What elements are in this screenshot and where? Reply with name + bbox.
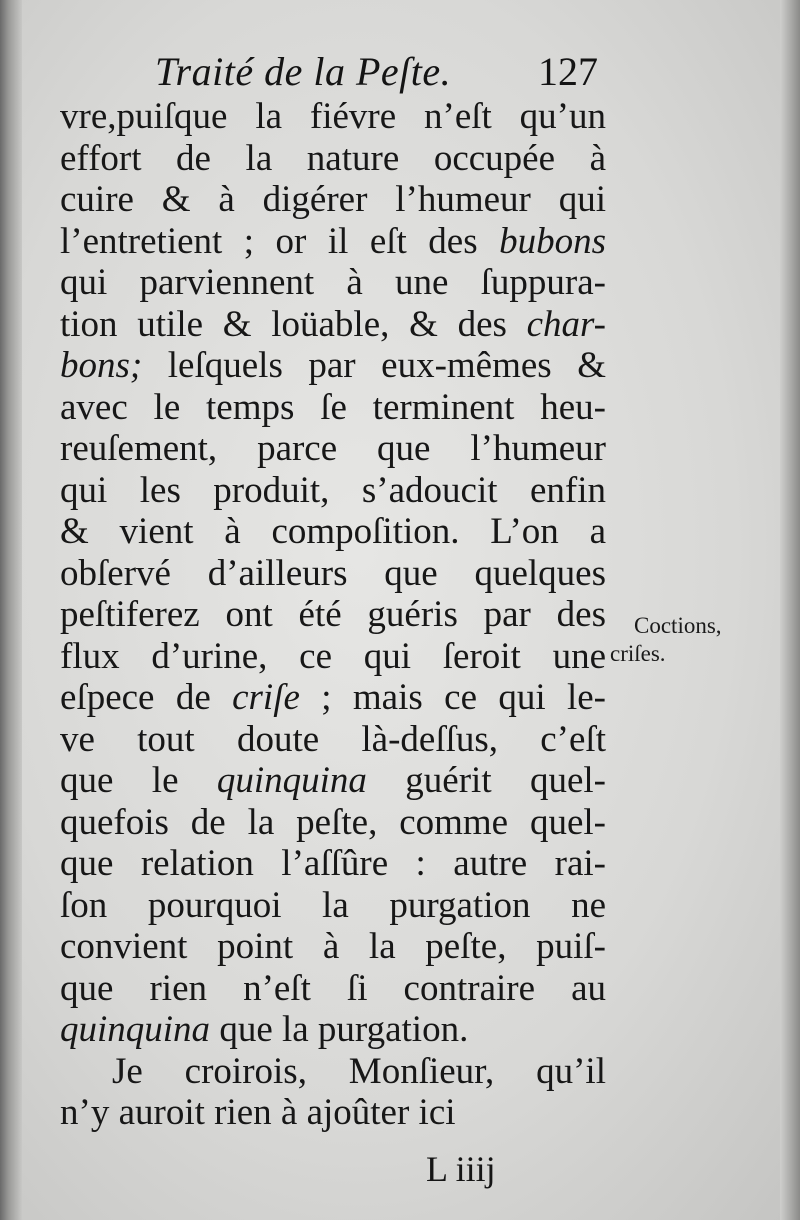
text-line: [60, 636, 606, 678]
running-title: Traité de la Peſte.: [155, 49, 452, 94]
body-text: [60, 96, 606, 1134]
text-line: [60, 387, 606, 429]
text-segment: que rien n’eſt ſi contraire au: [60, 967, 606, 1009]
text-segment: que le: [60, 760, 217, 801]
text-segment: qui les produit, s’adoucit enfin: [60, 469, 606, 511]
text-line: [60, 1051, 606, 1093]
text-line: [60, 802, 606, 844]
text-segment: obſervé d’ailleurs que quelques: [60, 552, 606, 594]
text-segment: quefois de la peſte, comme quel-: [60, 801, 606, 843]
italic-term: criſe: [232, 677, 300, 718]
text-line: [60, 138, 606, 180]
text-line: [60, 968, 606, 1010]
text-line: [60, 843, 606, 885]
text-line: [60, 677, 606, 719]
text-segment: tion utile & loüable, & des: [60, 303, 527, 345]
text-line: [60, 1009, 606, 1051]
text-segment: ve tout doute là-deſſus, c’eſt: [60, 718, 606, 760]
text-line: [60, 345, 606, 387]
text-line: [60, 470, 606, 512]
italic-term: bubons: [499, 220, 606, 262]
text-segment: cuire & à digérer l’humeur qui: [60, 179, 606, 220]
text-line: [60, 262, 606, 304]
italic-term: quinquina: [216, 760, 367, 801]
text-segment: peſtiferez ont été guéris par des: [60, 594, 606, 635]
text-segment: Je croirois, Monſieur, qu’il: [112, 1050, 606, 1092]
text-segment: ſon pourquoi la purgation ne: [60, 884, 606, 926]
text-segment: avec le temps ſe terminent heu-: [60, 386, 606, 428]
text-segment: que relation l’aſſûre : autre rai-: [60, 843, 606, 884]
page-header: [60, 48, 606, 98]
text-line: [60, 594, 606, 636]
text-segment: eſpece de: [60, 677, 233, 718]
text-segment: reuſement, parce que l’humeur: [60, 428, 606, 469]
text-line: [60, 428, 606, 470]
text-line: [60, 553, 606, 595]
margin-note: [610, 612, 780, 668]
text-line: [60, 96, 606, 138]
text-line: [60, 1092, 606, 1134]
text-line: [60, 926, 606, 968]
text-segment: & vient à compoſition. L’on a: [60, 511, 606, 552]
italic-term: bons;: [60, 345, 143, 386]
text-line: [60, 511, 606, 553]
text-segment: l’entretient ; or il eſt des: [60, 220, 500, 262]
margin-note-line: Coctions,: [634, 613, 722, 638]
italic-term: char-: [526, 303, 606, 345]
italic-term: quinquina: [60, 1009, 211, 1050]
text-segment: convient point à la peſte, puiſ-: [60, 926, 606, 967]
text-line: [60, 221, 606, 263]
margin-note-line: criſes.: [610, 641, 666, 666]
text-segment: que la purgation.: [210, 1009, 469, 1050]
text-segment: flux d’urine, ce qui ſeroit une: [60, 635, 606, 677]
page-gutter-shadow: [0, 0, 22, 1220]
text-line: [60, 179, 606, 221]
text-line: [60, 885, 606, 927]
text-segment: leſquels par eux-mêmes &: [142, 345, 606, 386]
page-edge-shadow: [780, 0, 800, 1220]
text-segment: n’y auroit rien à ajoûter ici: [60, 1092, 456, 1133]
text-segment: qui parviennent à une ſuppura-: [60, 262, 606, 303]
text-line: [60, 719, 606, 761]
text-segment: ; mais ce qui le-: [299, 677, 606, 718]
text-line: [60, 760, 606, 802]
text-segment: guérit quel-: [366, 760, 607, 801]
signature-mark: L iiij: [426, 1149, 496, 1189]
text-line: [60, 304, 606, 346]
text-segment: vre,puiſque la fiévre n’eſt qu’un: [60, 96, 606, 137]
text-segment: effort de la nature occupée à: [60, 137, 606, 179]
page-number: 127: [538, 49, 598, 94]
